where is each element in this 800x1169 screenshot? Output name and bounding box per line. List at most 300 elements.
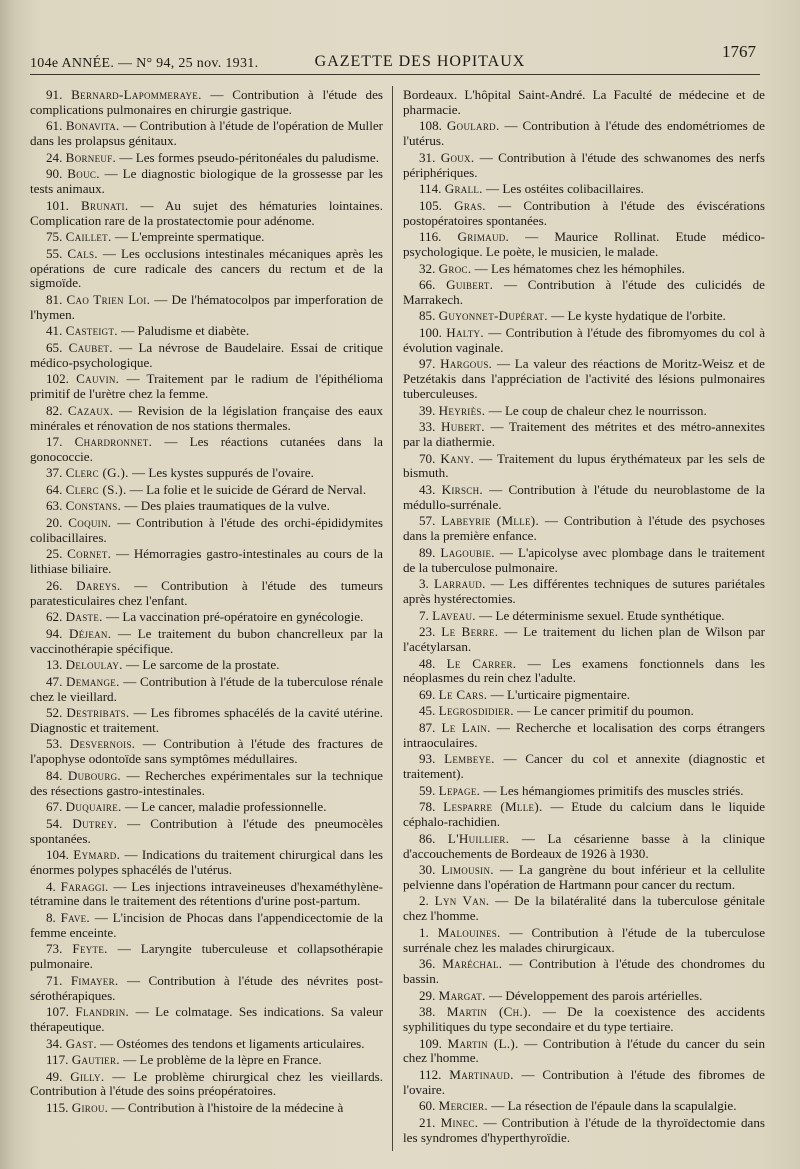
entry-number: 1.	[419, 924, 429, 940]
thesis-entry	[403, 404, 765, 419]
thesis-title: — Traitement des métrites et des métro-annexites par la diathermie.	[403, 419, 765, 450]
thesis-entry	[403, 863, 765, 893]
author-name: Gras.	[454, 197, 486, 213]
author-name: Feyte.	[72, 941, 108, 957]
thesis-entry	[403, 1068, 765, 1098]
author-name: Gilly.	[70, 1068, 105, 1084]
thesis-entry	[30, 1005, 383, 1035]
thesis-title: — Contribution à l'étude de la tuberculose surrénale chez les malades chirurgicaux.	[403, 924, 766, 955]
author-name: Maréchal.	[442, 956, 503, 972]
column-divider	[392, 86, 393, 1151]
thesis-title: — L'incision de Phocas dans l'appendicectomie de la femme enceinte.	[30, 909, 383, 940]
thesis-title: — Contribution à l'étude des pneumocèles spontanées.	[30, 815, 383, 846]
thesis-title: — Maurice Rollinat. Etude médico-psychologique. Le poète, le musicien, le malade.	[403, 229, 765, 260]
author-name: Destribats.	[66, 705, 130, 720]
thesis-title: — Contribution à l'étude du cancer du sein chez l'homme.	[403, 1035, 765, 1066]
thesis-title: — Le colmatage. Ses indications. Sa valeur thérapeutique.	[30, 1004, 383, 1035]
entry-number: 69.	[419, 686, 436, 702]
entry-number: 47.	[46, 673, 63, 689]
thesis-entry	[403, 278, 765, 308]
right-column	[403, 88, 765, 1149]
entry-number: 67.	[46, 799, 63, 815]
thesis-title: — Le sarcome de la prostate.	[122, 657, 280, 673]
thesis-entry	[30, 151, 383, 166]
author-name: Minec.	[440, 1114, 479, 1130]
thesis-entry	[30, 675, 383, 705]
entry-number: 85.	[419, 308, 436, 324]
thesis-title: — Contribution à l'étude des schwanomes des nerfs périphériques.	[403, 149, 765, 180]
entry-number: 48.	[419, 655, 436, 671]
entry-number: 100.	[419, 324, 442, 340]
thesis-title: — Traitement du lupus érythémateux par les sels de bismuth.	[403, 450, 765, 481]
author-name: Hubert.	[441, 419, 485, 435]
entry-number: 78.	[419, 799, 436, 815]
thesis-title: — L'urticaire pigmentaire.	[487, 686, 631, 702]
thesis-entry	[403, 1037, 765, 1067]
thesis-entry	[403, 957, 765, 987]
entry-number: 86.	[419, 830, 436, 846]
thesis-entry	[30, 372, 383, 402]
entry-number: 54.	[46, 815, 63, 831]
thesis-title: — Indications du traitement chirurgical dans les énormes polypes sphacélés de l'utérus.	[30, 847, 383, 878]
thesis-entry	[30, 293, 383, 323]
thesis-title: — Cancer du col et annexite (diagnostic et traitement).	[403, 751, 765, 782]
thesis-entry	[403, 832, 765, 862]
entry-number: 108.	[419, 118, 442, 134]
author-name: Limousin.	[441, 862, 494, 878]
thesis-entry	[403, 894, 765, 924]
entry-number: 59.	[419, 782, 436, 798]
author-name: Cazaux.	[67, 402, 114, 418]
author-name: Le Lain.	[441, 719, 491, 735]
thesis-title: — Les hémangiomes primitifs des muscles striés.	[480, 782, 744, 798]
thesis-title: — De la bilatéralité dans la tuberculose génitale chez l'homme.	[403, 893, 765, 924]
entry-number: 116.	[419, 229, 442, 245]
author-name: Faraggi.	[60, 878, 109, 894]
entry-number: 101.	[46, 197, 69, 213]
thesis-title: — Traitement par le radium de l'épithélioma primitif de l'urètre chez la femme.	[30, 371, 383, 402]
thesis-title: — Le déterminisme sexuel. Etude synthétique.	[475, 607, 725, 623]
author-name: Grall.	[444, 181, 483, 197]
author-name: Bouc.	[67, 166, 100, 182]
thesis-entry	[403, 704, 765, 719]
entry-number: 49.	[46, 1068, 63, 1084]
thesis-title: — La vaccination pré-opératoire en gynécologie.	[102, 609, 364, 625]
author-name: Halty.	[446, 324, 484, 340]
entry-number: 61.	[46, 118, 63, 134]
thesis-title: — Contribution à l'étude de la tuberculose rénale chez le vieillard.	[30, 673, 384, 704]
author-name: Martin (L.).	[447, 1035, 519, 1051]
author-name: Caubet.	[68, 339, 113, 355]
entry-number: 33.	[419, 419, 436, 435]
thesis-entry	[403, 657, 765, 687]
author-name: Mercier.	[438, 1098, 488, 1114]
thesis-entry	[30, 848, 383, 878]
entry-number: 13.	[46, 657, 63, 673]
thesis-entry	[403, 577, 765, 607]
entry-number: 45.	[419, 703, 436, 719]
thesis-entry	[30, 817, 383, 847]
entry-number: 29.	[419, 987, 436, 1003]
entry-number: 43.	[419, 481, 436, 497]
thesis-title: — Développement des parois artérielles.	[485, 987, 703, 1003]
issue-info: 104e ANNÉE. — N° 94, 25 nov. 1931.	[30, 56, 259, 71]
thesis-entry	[403, 420, 765, 450]
thesis-entry	[403, 1005, 765, 1035]
author-name: Dareys.	[76, 577, 121, 593]
author-name: Caillet.	[65, 229, 112, 245]
entry-number: 104.	[46, 847, 69, 863]
thesis-entry	[30, 341, 383, 371]
author-name: Kirsch.	[441, 481, 483, 497]
author-name: Duquaire.	[65, 799, 122, 815]
thesis-title: — Les hématomes chez les hémophiles.	[471, 260, 685, 276]
author-name: Clerc (G.).	[65, 465, 129, 481]
entry-number: 21.	[419, 1114, 436, 1130]
thesis-title: — Contribution à l'étude des culicidés de Marrakech.	[403, 277, 765, 307]
thesis-entry	[30, 167, 383, 197]
thesis-entry	[30, 119, 383, 149]
entry-number: 3.	[419, 576, 429, 592]
thesis-title: — Contribution à l'étude des tumeurs paratesticulaires chez l'enfant.	[30, 577, 383, 608]
entry-number: 32.	[419, 260, 436, 276]
thesis-entry	[30, 800, 383, 815]
thesis-title: — Laryngite tuberculeuse et collapsothérapie pulmonaire.	[30, 941, 383, 972]
thesis-entry	[403, 1116, 765, 1146]
entry-number: 70.	[419, 450, 436, 466]
author-name: Déjean.	[68, 625, 112, 641]
author-name: Bernard-Lapommeraye.	[71, 87, 202, 102]
thesis-entry	[403, 452, 765, 482]
author-name: Girou.	[71, 1099, 109, 1115]
author-name: Lepage.	[438, 782, 481, 798]
author-name: Fave.	[60, 909, 90, 925]
entry-number: 73.	[46, 941, 63, 957]
author-name: Flandrin.	[75, 1004, 130, 1020]
author-name: Borneuf.	[65, 149, 117, 165]
thesis-title: — Contribution à l'étude des éviscérations postopératoires spontanées.	[403, 197, 765, 228]
entry-number: 55.	[46, 245, 63, 261]
thesis-entry	[403, 357, 765, 402]
thesis-title: — Contribution à l'étude des fractures de l'apophyse odontoïde sans symptômes médullaires.	[30, 736, 383, 767]
author-name: Labeyrie (Mlle).	[441, 513, 540, 529]
thesis-title: — Le cancer, maladie professionnelle.	[121, 799, 327, 815]
entry-number: 7.	[419, 607, 429, 623]
thesis-entry	[403, 721, 765, 751]
entry-number: 41.	[46, 323, 63, 339]
entry-number: 30.	[419, 862, 436, 878]
thesis-title: — Le kyste hydatique de l'orbite.	[547, 308, 726, 324]
thesis-entry	[30, 610, 383, 625]
thesis-title: — Contribution à l'étude des fibromyomes du col à évolution vaginale.	[403, 324, 765, 355]
thesis-title: — Le traitement du bubon chancrelleux par la vaccinothérapie spécifique.	[30, 625, 383, 656]
thesis-entry	[403, 151, 765, 181]
thesis-entry	[30, 1101, 383, 1116]
thesis-entry	[30, 230, 383, 245]
entry-number: 90.	[46, 166, 63, 182]
thesis-entry	[403, 514, 765, 544]
author-name: Gast.	[65, 1035, 97, 1051]
author-name: Goux.	[440, 149, 475, 165]
thesis-title: — Au sujet des hématuries lointaines. Complication rare de la prostatectomie pour adénome.	[30, 197, 384, 228]
author-name: Guibert.	[446, 277, 494, 293]
thesis-entry	[403, 989, 765, 1004]
thesis-entry	[403, 784, 765, 799]
author-name: Laveau.	[432, 607, 476, 623]
entry-number: 102.	[46, 371, 69, 387]
page-header	[30, 40, 760, 75]
thesis-title: — Contribution à l'étude des névrites post-sérothérapiques.	[30, 972, 383, 1003]
thesis-entry	[30, 404, 383, 434]
thesis-title: — Les fibromes sphacélés de la cavité utérine. Diagnostic et traitement.	[30, 705, 384, 735]
author-name: Le Berre.	[441, 624, 499, 640]
thesis-title: — Contribution à l'étude des endométriomes de l'utérus.	[403, 118, 765, 149]
entry-number: 66.	[419, 277, 436, 293]
thesis-title: — La césarienne basse à la clinique d'accouchements de Bordeaux de 1926 à 1930.	[403, 830, 765, 861]
thesis-title: — La résection de l'épaule dans la scapulalgie.	[487, 1098, 737, 1114]
author-name: Clerc (S.).	[65, 481, 127, 497]
thesis-title: Bordeaux. L'hôpital Saint-André. La Faculté de médecine et de pharmacie.	[403, 87, 765, 117]
author-name: Martinaud.	[449, 1066, 514, 1082]
entry-number: 17.	[46, 434, 63, 450]
entry-number: 94.	[46, 625, 63, 641]
author-name: Kany.	[440, 450, 475, 466]
thesis-entry	[30, 547, 383, 577]
author-name: Grimaud.	[457, 229, 510, 245]
thesis-entry	[30, 435, 383, 465]
entry-number: 107.	[46, 1004, 69, 1020]
thesis-title: — La valeur des réactions de Moritz-Weisz et de Petzétakis dans l'appréciation de l'activité des lésions pulmonaires tuberculeuses.	[403, 356, 765, 402]
thesis-entry	[403, 1099, 765, 1114]
entry-number: 112.	[419, 1066, 442, 1082]
thesis-entry	[403, 326, 765, 356]
thesis-entry	[30, 942, 383, 972]
thesis-title: — Les occlusions intestinales mécaniques après les opérations de cure radicale des cancers du rectum et de la sigmoïde.	[30, 245, 383, 291]
entry-number: 57.	[419, 513, 436, 529]
thesis-title: — Les formes pseudo-péritonéales du paludisme.	[116, 149, 379, 165]
thesis-title: — Le diagnostic biologique de la grossesse par les tests animaux.	[30, 166, 383, 197]
thesis-entry	[30, 974, 383, 1004]
thesis-title: — Les différentes techniques de sutures pariétales après hystérectomies.	[403, 576, 765, 607]
thesis-entry	[30, 658, 383, 673]
thesis-entry	[403, 800, 765, 830]
author-name: Larraud.	[433, 576, 486, 592]
thesis-entry	[30, 737, 383, 767]
entry-number: 64.	[46, 481, 63, 497]
thesis-entry	[30, 706, 383, 736]
thesis-title: — La névrose de Baudelaire. Essai de critique médico-psychologique.	[30, 339, 383, 370]
author-name: Brunati.	[81, 197, 129, 213]
entry-number: 114.	[419, 181, 442, 197]
thesis-entry	[30, 466, 383, 481]
entry-number: 34.	[46, 1035, 63, 1051]
entry-number: 117.	[46, 1052, 69, 1068]
author-name: Gautier.	[71, 1052, 120, 1068]
entry-number: 20.	[46, 514, 63, 530]
entry-number: 4.	[46, 878, 56, 894]
thesis-entry	[30, 199, 383, 229]
author-name: Fimayer.	[70, 972, 119, 988]
thesis-entry	[403, 182, 765, 197]
thesis-entry	[30, 769, 383, 799]
thesis-title: — Contribution à l'étude du neuroblastome de la médullo-surrénale.	[403, 481, 765, 512]
thesis-title: — Contribution à l'étude de la thyroïdectomie dans les syndromes d'hyperthyroïdie.	[403, 1114, 765, 1145]
thesis-entry	[30, 324, 383, 339]
thesis-entry	[30, 911, 383, 941]
author-name: Martin (Ch.).	[446, 1004, 532, 1020]
author-name: Le Carrer.	[446, 655, 517, 671]
thesis-entry	[403, 688, 765, 703]
author-name: Legrosdidier.	[438, 703, 514, 719]
entry-number: 87.	[419, 719, 436, 735]
author-name: Chardronnet.	[74, 434, 153, 450]
thesis-title: — Les injections intraveineuses d'hexaméthylène-tétramine dans le traitement des rétentions d'urine post-partum.	[30, 878, 383, 909]
thesis-entry	[30, 880, 383, 910]
thesis-title: — Le problème de la lèpre en France.	[119, 1052, 322, 1068]
thesis-entry	[30, 579, 383, 609]
entry-number: 75.	[46, 229, 63, 245]
thesis-title: — L'empreinte spermatique.	[111, 229, 265, 245]
entry-number: 109.	[419, 1035, 442, 1051]
left-column	[30, 88, 383, 1149]
author-name: Constans.	[65, 498, 122, 514]
thesis-title: — Hémorragies gastro-intestinales au cours de la lithiase biliaire.	[30, 546, 383, 577]
thesis-entry	[403, 483, 765, 513]
entry-number: 38.	[419, 1004, 436, 1020]
entry-number: 93.	[419, 751, 436, 767]
author-name: Lesparre (Mlle).	[443, 799, 543, 815]
author-name: Heyriès.	[438, 402, 486, 418]
thesis-title: — De la coexistence des accidents syphilitiques du type secondaire et du type tertiaire.	[403, 1004, 765, 1035]
thesis-title: — Paludisme et diabète.	[117, 323, 250, 339]
entry-number: 91.	[46, 87, 63, 102]
thesis-entry	[30, 1037, 383, 1052]
thesis-title: — Le traitement du lichen plan de Wilson par l'acétylarsan.	[403, 624, 766, 654]
entry-number: 81.	[46, 291, 63, 307]
entry-number: 62.	[46, 609, 63, 625]
entry-number: 97.	[419, 356, 436, 372]
thesis-title: — L'apicolyse avec plombage dans le traitement de la tuberculose pulmonaire.	[403, 544, 765, 575]
author-name: Malouines.	[437, 924, 501, 940]
entry-number: 115.	[46, 1099, 69, 1115]
thesis-title: — Etude du calcium dans le liquide céphalo-rachidien.	[403, 799, 766, 830]
entry-number: 37.	[46, 465, 63, 481]
thesis-title: — Les examens fonctionnels dans les néoplasmes du rein chez l'adulte.	[403, 655, 765, 686]
thesis-title: — Les kystes suppurés de l'ovaire.	[128, 465, 314, 481]
thesis-title: — La folie et le suicide de Gérard de Nerval.	[126, 481, 367, 497]
thesis-title: — Contribution à l'histoire de la médecine à	[108, 1099, 344, 1115]
author-name: Daste.	[65, 609, 103, 625]
author-name: Cauvin.	[76, 371, 120, 387]
thesis-entry	[403, 625, 765, 655]
author-name: L'Huillier.	[447, 830, 510, 846]
author-name: Demange.	[66, 673, 120, 689]
thesis-title: — Contribution à l'étude de l'opération de Muller dans les prolapsus génitaux.	[30, 118, 384, 149]
thesis-entry	[30, 247, 383, 292]
journal-title: GAZETTE DES HOPITAUX	[314, 53, 526, 70]
thesis-entry	[403, 752, 765, 782]
thesis-entry	[403, 199, 765, 229]
author-name: Lyn Van.	[434, 893, 490, 909]
thesis-entry	[30, 627, 383, 657]
thesis-title: — Contribution à l'étude des psychoses dans la première enfance.	[403, 513, 765, 544]
thesis-title: — Des plaies traumatiques de la vulve.	[121, 498, 330, 514]
thesis-entry	[403, 230, 765, 260]
thesis-title: — La gangrène du bout inférieur et la cellulite pelvienne dans l'opération de Hartmann pour cancer du rectum.	[403, 862, 765, 892]
entry-number: 60.	[419, 1098, 436, 1114]
thesis-entry	[30, 1070, 383, 1100]
entry-number: 84.	[46, 767, 63, 783]
author-name: Eymard.	[73, 847, 121, 863]
entry-number: 52.	[46, 705, 63, 720]
thesis-title: — Ostéomes des tendons et ligaments articulaires.	[96, 1035, 365, 1051]
entry-number: 8.	[46, 909, 56, 925]
thesis-entry	[30, 499, 383, 514]
thesis-title: — Contribution à l'étude des fibromes de l'ovaire.	[403, 1066, 765, 1097]
author-name: Goulard.	[446, 118, 500, 134]
entry-number: 82.	[46, 402, 63, 418]
thesis-entry	[403, 119, 765, 149]
entry-number: 36.	[419, 956, 436, 972]
author-name: Guyonnet-Dupérat.	[438, 308, 548, 324]
author-name: Desvernois.	[69, 736, 136, 752]
author-name: Le Cars.	[438, 686, 488, 702]
entry-number: 105.	[419, 197, 442, 213]
author-name: Dutrey.	[72, 815, 118, 831]
thesis-title: — Contribution à l'étude des orchi-épididymites colibacillaires.	[30, 514, 383, 545]
thesis-entry	[30, 1053, 383, 1068]
thesis-entry	[403, 309, 765, 324]
thesis-title: — Les ostéites colibacillaires.	[482, 181, 644, 197]
author-name: Cals.	[67, 245, 98, 261]
author-name: Hargous.	[440, 356, 493, 372]
thesis-title: — Les réactions cutanées dans la gonococcie.	[30, 434, 383, 464]
thesis-entry	[30, 516, 383, 546]
author-name: Lembeye.	[444, 751, 495, 767]
author-name: Lagoubie.	[440, 544, 495, 560]
thesis-title: — Revision de la législation française des eaux minérales et rénovation de nos stations thermales.	[30, 402, 383, 433]
thesis-entry	[403, 609, 765, 624]
entry-number: 26.	[46, 577, 63, 593]
entry-number: 89.	[419, 544, 436, 560]
thesis-entry	[403, 546, 765, 576]
thesis-title: — Recherches expérimentales sur la technique des résections gastro-intestinales.	[30, 767, 383, 798]
thesis-entry	[30, 483, 383, 498]
entry-number: 39.	[419, 402, 436, 418]
thesis-title: — Contribution à l'étude des complications pulmonaires en chirurgie gastrique.	[30, 87, 383, 117]
thesis-title: — Recherche et localisation des corps étrangers intraoculaires.	[403, 719, 765, 750]
author-name: Deloulay.	[65, 657, 123, 673]
thesis-title: — De l'hématocolpos par imperforation de l'hymen.	[30, 291, 383, 322]
author-name: Margat.	[438, 987, 486, 1003]
thesis-entry	[30, 88, 383, 118]
entry-number: 25.	[46, 546, 63, 562]
entry-number: 2.	[419, 893, 429, 909]
author-name: Coquin.	[68, 514, 112, 530]
author-name: Casteigt.	[65, 323, 118, 339]
thesis-title: — Le cancer primitif du poumon.	[513, 703, 694, 719]
thesis-entry	[403, 88, 765, 118]
author-name: Cao Trien Loi.	[66, 291, 151, 307]
entry-number: 31.	[419, 149, 436, 165]
author-name: Bonavita.	[65, 118, 120, 134]
thesis-title: — Le coup de chaleur chez le nourrisson.	[485, 402, 707, 418]
author-name: Groc.	[438, 260, 472, 276]
page-number: 1767	[722, 42, 756, 61]
thesis-entry	[403, 262, 765, 277]
entry-number: 24.	[46, 149, 63, 165]
author-name: Dubourg.	[67, 767, 122, 783]
